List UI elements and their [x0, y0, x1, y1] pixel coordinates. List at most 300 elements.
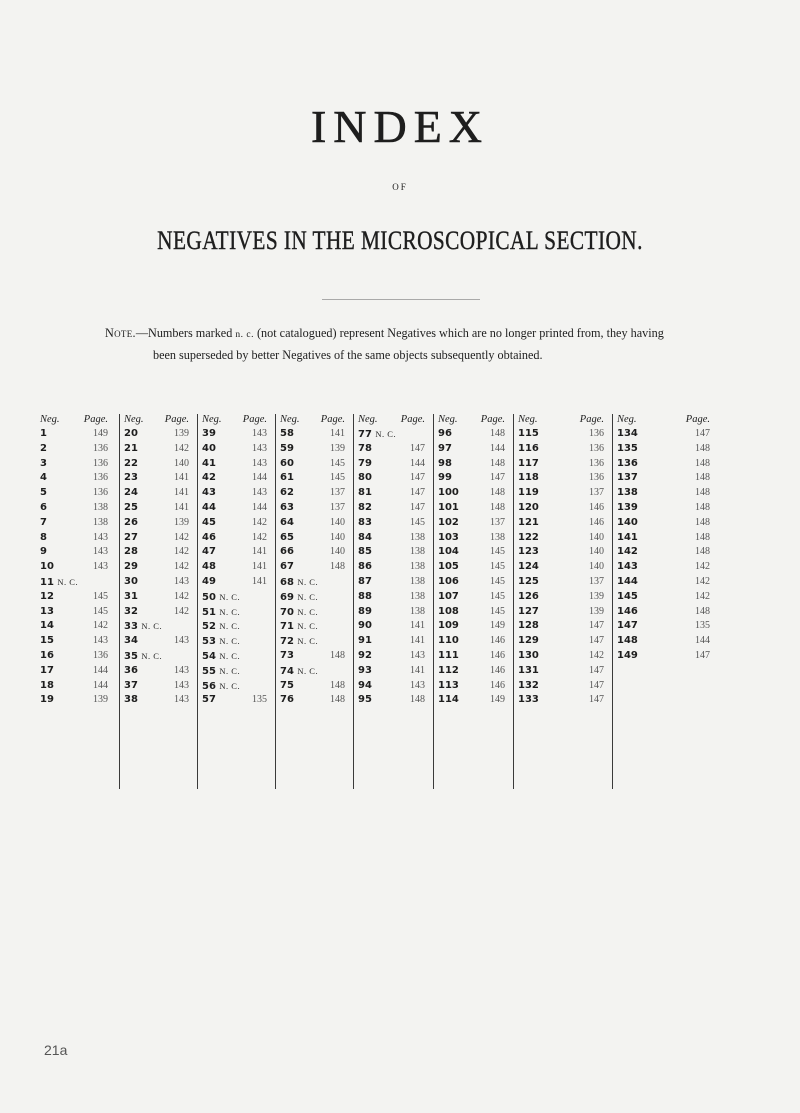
negative-number-value: 122 — [518, 531, 539, 543]
negative-number-value: 68 — [280, 576, 294, 588]
negative-number — [438, 605, 459, 620]
negative-number-value: 74 — [280, 665, 294, 677]
page-number: 146 — [589, 516, 604, 528]
page-number: 148 — [330, 679, 345, 691]
negative-number-value: 109 — [438, 620, 459, 632]
negative-number — [40, 516, 47, 531]
table-row — [514, 605, 612, 620]
negative-number — [617, 545, 638, 560]
negative-number — [40, 501, 47, 516]
negative-number — [124, 634, 138, 649]
page-header: Page. — [400, 414, 425, 425]
negative-number — [202, 471, 216, 486]
page-number: 144 — [252, 501, 267, 513]
table-row — [276, 560, 353, 575]
neg-header: Neg. — [280, 414, 300, 425]
negative-number — [358, 693, 372, 708]
negative-number-value: 120 — [518, 501, 539, 513]
table-row — [434, 649, 513, 664]
negative-number — [124, 471, 138, 486]
negative-number — [40, 679, 54, 694]
page-number: 140 — [330, 546, 345, 558]
negative-number-value: 110 — [438, 635, 459, 647]
table-row — [120, 619, 197, 634]
page-number: 140 — [589, 546, 604, 558]
not-catalogued-mark: N. C. — [219, 636, 241, 647]
not-catalogued-mark: N. C. — [297, 636, 319, 647]
table-row — [434, 590, 513, 605]
table-row — [40, 442, 116, 457]
neg-header: Neg. — [358, 414, 378, 425]
negative-number-value: 60 — [280, 457, 294, 469]
not-catalogued-mark: N. C. — [297, 576, 319, 587]
page-number: 146 — [490, 649, 505, 661]
table-row — [198, 649, 275, 664]
negative-number-value: 111 — [438, 649, 459, 661]
neg-header: Neg. — [438, 414, 458, 425]
table-row — [354, 531, 433, 546]
page-number: 136 — [93, 649, 108, 661]
not-catalogued-mark: N. C. — [297, 621, 319, 632]
page-number: 147 — [410, 487, 425, 499]
table-row — [276, 679, 353, 694]
negative-number-value: 94 — [358, 679, 372, 691]
negative-number-value: 96 — [438, 428, 452, 439]
negative-number — [438, 560, 459, 575]
negative-number — [518, 427, 539, 442]
table-row — [613, 427, 718, 442]
table-row — [613, 560, 718, 575]
negative-number-value: 52 — [202, 621, 216, 633]
page-number: 141 — [174, 472, 189, 484]
negative-number — [280, 605, 318, 621]
table-row — [514, 679, 612, 694]
table-row — [613, 471, 718, 486]
negative-number — [438, 619, 459, 634]
table-row — [613, 486, 718, 501]
page-header: Page. — [83, 414, 108, 425]
table-row — [198, 619, 275, 634]
not-catalogued-mark: N. C. — [219, 606, 241, 617]
negative-number-value: 126 — [518, 590, 539, 602]
negative-number — [358, 545, 372, 560]
table-row — [198, 442, 275, 457]
negative-number — [518, 693, 539, 708]
negative-number — [358, 590, 372, 605]
index-column — [275, 414, 353, 789]
negative-number — [358, 605, 372, 620]
negative-number — [40, 664, 54, 679]
negative-number-value: 143 — [617, 561, 638, 573]
page-number: 143 — [174, 635, 189, 647]
negative-number — [438, 471, 452, 486]
negative-number-value: 97 — [438, 442, 452, 454]
table-row — [276, 442, 353, 457]
negative-number-value: 2 — [40, 442, 47, 454]
negative-number — [202, 575, 216, 590]
not-catalogued-mark: N. C. — [141, 621, 163, 632]
negative-number-value: 22 — [124, 457, 138, 469]
table-row — [198, 664, 275, 679]
negative-number-value: 45 — [202, 516, 216, 528]
negative-number — [202, 427, 216, 442]
table-row — [120, 471, 197, 486]
table-row — [40, 664, 116, 679]
negative-number — [280, 590, 318, 606]
negative-number — [617, 427, 638, 442]
negative-number — [124, 619, 162, 635]
negative-number — [617, 619, 638, 634]
page-number: 137 — [589, 487, 604, 499]
table-row — [613, 634, 718, 649]
table-row — [613, 575, 718, 590]
negative-number — [518, 664, 539, 679]
negative-number — [438, 486, 459, 501]
page-number: 141 — [252, 575, 267, 587]
negative-number — [40, 427, 47, 442]
table-row — [434, 679, 513, 694]
negative-number — [280, 471, 294, 486]
page-mark: 21a — [44, 1042, 68, 1058]
table-row — [354, 664, 433, 679]
table-row — [514, 590, 612, 605]
page-number: 144 — [695, 635, 710, 647]
page-number: 147 — [410, 442, 425, 454]
page-number: 149 — [490, 694, 505, 706]
table-row — [434, 575, 513, 590]
page-number: 144 — [93, 664, 108, 676]
page-number: 148 — [695, 516, 710, 528]
page-number: 142 — [252, 531, 267, 543]
table-row — [40, 545, 116, 560]
negative-number — [617, 560, 638, 575]
negative-number-value: 83 — [358, 516, 372, 528]
page-number: 141 — [252, 546, 267, 558]
negative-number — [124, 649, 162, 665]
table-row — [198, 486, 275, 501]
page-number: 146 — [490, 635, 505, 647]
negative-number — [438, 664, 459, 679]
negative-number-value: 98 — [438, 457, 452, 469]
table-row — [276, 634, 353, 649]
page-number: 142 — [174, 605, 189, 617]
page-number: 148 — [695, 546, 710, 558]
negative-number — [124, 545, 138, 560]
negative-number-value: 73 — [280, 649, 294, 661]
negative-number-value: 104 — [438, 546, 459, 558]
table-row — [514, 664, 612, 679]
negative-number — [280, 575, 318, 591]
page-number: 142 — [695, 590, 710, 602]
negative-number-value: 37 — [124, 679, 138, 691]
table-row — [514, 457, 612, 472]
table-row — [198, 634, 275, 649]
negative-number-value: 70 — [280, 606, 294, 618]
negative-number — [617, 605, 638, 620]
page-number: 137 — [490, 516, 505, 528]
negative-number-value: 5 — [40, 487, 47, 499]
negative-number — [358, 634, 372, 649]
page-number: 141 — [410, 635, 425, 647]
page-number: 145 — [490, 561, 505, 573]
table-row — [354, 619, 433, 634]
table-row — [434, 605, 513, 620]
table-row — [613, 605, 718, 620]
note-dash: — — [135, 326, 149, 340]
negative-number-value: 38 — [124, 694, 138, 706]
page-number: 140 — [330, 516, 345, 528]
negative-number — [518, 590, 539, 605]
index-column — [433, 414, 513, 789]
not-catalogued-mark: N. C. — [57, 576, 79, 587]
negative-number-value: 59 — [280, 442, 294, 454]
table-row — [613, 457, 718, 472]
negative-number — [438, 427, 452, 442]
page-number: 144 — [410, 457, 425, 469]
negative-number-value: 1 — [40, 428, 47, 439]
table-row — [354, 634, 433, 649]
negative-number-value: 135 — [617, 442, 638, 454]
negative-number — [358, 560, 372, 575]
table-row — [613, 619, 718, 634]
negative-number — [438, 575, 459, 590]
table-row — [40, 605, 116, 620]
page-number: 143 — [174, 664, 189, 676]
not-catalogued-mark: N. C. — [219, 591, 241, 602]
negative-number-value: 112 — [438, 664, 459, 676]
table-row — [434, 619, 513, 634]
negative-number — [124, 590, 138, 605]
negative-number — [358, 471, 372, 486]
page-number: 136 — [93, 442, 108, 454]
table-row — [514, 516, 612, 531]
negative-number — [124, 427, 138, 442]
table-row — [276, 501, 353, 516]
page-number: 148 — [330, 649, 345, 661]
negative-number-value: 51 — [202, 606, 216, 618]
negative-number — [124, 501, 138, 516]
negative-number-value: 8 — [40, 531, 47, 543]
negative-number-value: 17 — [40, 664, 54, 676]
table-row — [354, 501, 433, 516]
negative-number — [617, 442, 638, 457]
page-number: 143 — [252, 457, 267, 469]
negative-number-value: 67 — [280, 561, 294, 573]
page-number: 142 — [589, 649, 604, 661]
page-number: 144 — [252, 472, 267, 484]
page-number: 145 — [330, 472, 345, 484]
table-row — [434, 442, 513, 457]
negative-number — [358, 531, 372, 546]
page-number: 138 — [490, 531, 505, 543]
negative-number-value: 65 — [280, 531, 294, 543]
negative-number-value: 141 — [617, 531, 638, 543]
negative-number-value: 86 — [358, 561, 372, 573]
table-row — [198, 471, 275, 486]
neg-header: Neg. — [124, 414, 144, 425]
table-row — [40, 457, 116, 472]
negative-number — [40, 560, 54, 575]
negative-number — [202, 545, 216, 560]
page-number: 143 — [410, 649, 425, 661]
page-number: 138 — [410, 531, 425, 543]
page-number: 139 — [93, 694, 108, 706]
negative-number-value: 133 — [518, 694, 539, 706]
negative-number — [358, 516, 372, 531]
negative-number — [617, 486, 638, 501]
negative-number-value: 50 — [202, 591, 216, 603]
page-number: 141 — [252, 561, 267, 573]
table-row — [514, 619, 612, 634]
table-row — [514, 501, 612, 516]
page-number: 143 — [252, 487, 267, 499]
index-column — [40, 414, 116, 789]
page-number: 137 — [330, 501, 345, 513]
negative-number — [124, 560, 138, 575]
negative-number-value: 118 — [518, 472, 539, 484]
negative-number-value: 131 — [518, 664, 539, 676]
negative-number — [518, 575, 539, 590]
page-number: 143 — [410, 679, 425, 691]
negative-number-value: 48 — [202, 561, 216, 573]
negative-number-value: 31 — [124, 590, 138, 602]
table-row — [198, 605, 275, 620]
negative-number-value: 95 — [358, 694, 372, 706]
negative-number — [518, 516, 539, 531]
page-number: 144 — [93, 679, 108, 691]
page-number: 148 — [695, 501, 710, 513]
negative-number-value: 130 — [518, 649, 539, 661]
page-header: Page. — [242, 414, 267, 425]
table-row — [613, 545, 718, 560]
negative-number-value: 108 — [438, 605, 459, 617]
negative-number-value: 53 — [202, 636, 216, 648]
table-row — [276, 664, 353, 679]
page-number: 138 — [93, 501, 108, 513]
negative-number-value: 35 — [124, 650, 138, 662]
table-row — [40, 634, 116, 649]
negative-number-value: 128 — [518, 620, 539, 632]
table-row — [514, 486, 612, 501]
negative-number — [202, 501, 216, 516]
neg-header: Neg. — [40, 414, 60, 425]
page-number: 142 — [695, 561, 710, 573]
table-row — [354, 486, 433, 501]
negative-number — [280, 545, 294, 560]
negative-number — [124, 531, 138, 546]
page-number: 141 — [174, 487, 189, 499]
negative-number-value: 82 — [358, 501, 372, 513]
page-number: 148 — [490, 428, 505, 439]
page-number: 139 — [589, 590, 604, 602]
negative-number-value: 57 — [202, 694, 216, 706]
negative-number — [617, 649, 638, 664]
negative-number-value: 87 — [358, 575, 372, 587]
negative-number — [202, 649, 240, 665]
negative-number — [518, 545, 539, 560]
page-number: 138 — [93, 516, 108, 528]
page-number: 141 — [410, 664, 425, 676]
index-column — [353, 414, 433, 789]
table-row — [434, 545, 513, 560]
negative-number-value: 39 — [202, 428, 216, 439]
table-row — [613, 590, 718, 605]
page-number: 144 — [490, 442, 505, 454]
negative-number — [124, 664, 138, 679]
page-number: 147 — [695, 428, 710, 439]
negative-number-value: 147 — [617, 620, 638, 632]
table-row — [354, 679, 433, 694]
negative-number — [280, 516, 294, 531]
table-row — [434, 664, 513, 679]
negative-number — [202, 590, 240, 606]
title-of: OF — [392, 182, 408, 192]
negative-number — [280, 531, 294, 546]
table-row — [434, 634, 513, 649]
negative-number — [518, 486, 539, 501]
negative-number — [617, 471, 638, 486]
table-row — [120, 486, 197, 501]
negative-number-value: 142 — [617, 546, 638, 558]
page-number: 142 — [252, 516, 267, 528]
page-number: 136 — [589, 457, 604, 469]
page-number: 143 — [93, 561, 108, 573]
negative-number-value: 85 — [358, 546, 372, 558]
page-header: Page. — [685, 414, 710, 425]
page-number: 145 — [330, 457, 345, 469]
negative-number — [518, 619, 539, 634]
negative-number-value: 93 — [358, 664, 372, 676]
negative-number-value: 148 — [617, 635, 638, 647]
index-column — [119, 414, 197, 789]
page-number: 145 — [490, 546, 505, 558]
table-row — [276, 457, 353, 472]
negative-number-value: 44 — [202, 501, 216, 513]
negative-number-value: 77 — [358, 429, 372, 440]
negative-number-value: 36 — [124, 664, 138, 676]
note-text-line2: been superseded by better Negatives of the same objects subsequently obtained. — [153, 348, 543, 362]
page-number: 139 — [174, 428, 189, 439]
table-row — [120, 427, 197, 442]
negative-number-value: 41 — [202, 457, 216, 469]
negative-number — [617, 501, 638, 516]
negative-number-value: 121 — [518, 516, 539, 528]
negative-number — [280, 442, 294, 457]
table-row — [434, 457, 513, 472]
page-number: 147 — [695, 649, 710, 661]
negative-number — [202, 634, 240, 650]
table-row — [514, 560, 612, 575]
negative-number — [280, 501, 294, 516]
negative-number-value: 23 — [124, 472, 138, 484]
table-row — [120, 679, 197, 694]
negative-number — [202, 664, 240, 680]
table-row — [354, 442, 433, 457]
page-number: 147 — [589, 679, 604, 691]
negative-number — [202, 531, 216, 546]
negative-number — [280, 679, 294, 694]
table-row — [120, 634, 197, 649]
negative-number-value: 117 — [518, 457, 539, 469]
negative-number — [202, 457, 216, 472]
page-number: 135 — [695, 620, 710, 632]
negative-number-value: 76 — [280, 694, 294, 706]
negative-number-value: 55 — [202, 665, 216, 677]
negatives-index-table — [40, 414, 762, 794]
negative-number-value: 116 — [518, 442, 539, 454]
negative-number-value: 88 — [358, 590, 372, 602]
table-row — [354, 560, 433, 575]
